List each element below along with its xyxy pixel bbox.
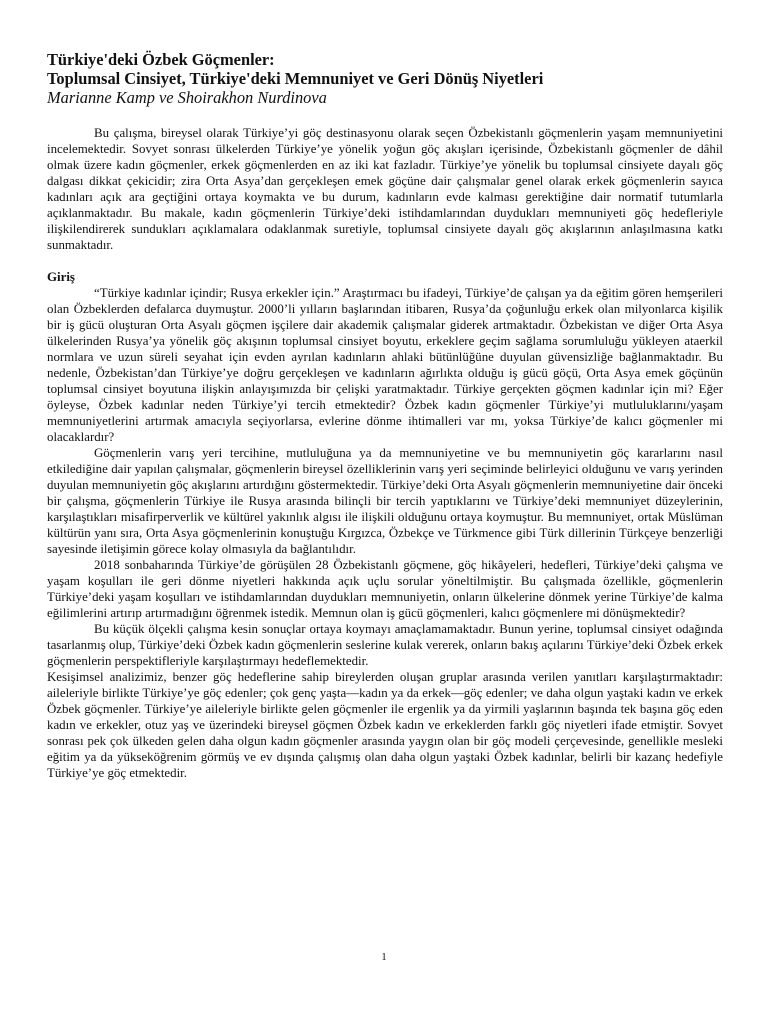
body-paragraph-1: “Türkiye kadınlar içindir; Rusya erkekler için.” Araştırmacı bu ifadeyi, Türkiye’de çalışan ya da eğitim gören hemşerileri olan Özbeklerden defalarca duymuştur. 2000’li yılların başlarından itibaren, Rusya’da çoğunluğu erkek olan milyonlarca kişilik bir iş gücü oluşturan Orta Asyalı göçmen işçilere dair akademik çalışmalar giderek artmaktadır. Özbekistan ve diğer Orta Asya ülkelerinden Rusya’ya yönelik göç akışının toplumsal cinsiyet boyutu, erkeklere geçim sağlama sorumluluğu yükleyen ataerkil normlara ve uzun süreli seyahat için evden ayrılan kadınların ahlaki bütünlüğüne duyulan güvensizliğe bağlanmaktadır. Bu nedenle, Özbekistan’dan Türkiye’ye doğru gerçekleşen ve kadınların ağırlıkta olduğu iş gücü göçü, Orta Asya emek göçünün toplumsal cinsiyet boyutuna ilişkin anlayışımızda bir çelişki yaratmaktadır. Türkiye gerçekten göçmen kadınlar için mi? Eğer öyleyse, Özbek kadınlar neden Türkiye’yi tercih etmektedir? Özbek kadın göçmenler Türkiye’yi mutluluklarını/yaşam memnuniyetlerini artırmak amacıyla seçiyorlarsa, evlerine dönme ihtimalleri var mı, yoksa Türkiye’de kalıcı göçmenler mi olacaklardır? (47, 286, 723, 444)
abstract-paragraph: Bu çalışma, bireysel olarak Türkiye’yi göç destinasyonu olarak seçen Özbekistanlı göçmenlerin yaşam memnuniyetini incelemektedir. Sovyet sonrası ülkelerden Türkiye’ye yönelik yoğun göç akışları içerisinde, Özbekistanlı göçmenler de dâhil olmak üzere kadın göçmenler, erkek göçmenlerden en az iki kat fazladır. Türkiye’ye yönelik bu toplumsal cinsiyete dayalı göç dalgası dikkat çekicidir; zira Orta Asya’dan gerçekleşen emek göçüne dair çalışmalar genel olarak erkek göçmenlerin sayıca kadınları açık ara geçtiğini ortaya koymakta ve bu durum, kadınların evde kalması gerektiğine dair normatif tutumlarla açıklanmaktadır. Bu makale, kadın göçmenlerin Türkiye’deki istihdamlarından duydukları memnuniyeti göç hedefleriyle ilişkilendirerek sundukları açıklamalara odaklanmak suretiyle, toplumsal cinsiyete dayalı göç akışlarının anlaşılmasına katkı sunmaktadır. (47, 126, 723, 252)
body-paragraph-3: 2018 sonbaharında Türkiye’de görüşülen 28 Özbekistanlı göçmene, göç hikâyeleri, hedefleri, Türkiye’deki çalışma ve yaşam koşulları ile geri dönme niyetleri hakkında açık uçlu sorular yöneltilmiştir. Bu çalışmada özellikle, göçmenlerin Türkiye’deki yaşam koşulları ve istihdamlarından duydukları memnuniyetin, onların ülkelerine dönmek yerine Türkiye’de kalma eğilimlerini artırıp artırmadığını öğrenmek istedik. Memnun olan iş gücü göçmenleri, kalıcı göçmenlere mi dönüşmektedir? (47, 558, 723, 620)
authors: Marianne Kamp ve Shoirakhon Nurdinova (47, 88, 327, 107)
title-line-1: Türkiye'deki Özbek Göçmenler: (47, 50, 275, 69)
body-paragraph-5: Kesişimsel analizimiz, benzer göç hedeflerine sahip bireylerden oluşan gruplar arasında verilen yanıtları karşılaştırmaktadır: aileleriyle birlikte Türkiye’ye göç edenler; çok genç yaşta—kadın ya da erkek—göç edenler; ve daha olgun yaştaki kadın ve erkek Özbek göçmenler. Türkiye’ye aileleriyle birlikte gelen göçmenler ile ergenlik ya da yirmili yaşlarının başında tek başına göç eden kadın ve erkekler, otuz yaş ve üzerindeki bireysel göçmen Özbek kadın ve erkeklerden farklı göç niyetleri ifade etmiştir. Sovyet sonrası pek çok ülkeden gelen daha olgun kadın göçmenler arasında yaygın olan bir göç modeli çerçevesinde, genellikle mesleki eğitim ya da yükseköğrenim görmüş ve ev dışında çalışmış olan daha olgun yaştaki Özbek kadınlar, belirli bir kazanç hedefiyle Türkiye’ye göç etmektedir. (47, 670, 723, 780)
body-paragraph-4: Bu küçük ölçekli çalışma kesin sonuçlar ortaya koymayı amaçlamamaktadır. Bunun yerine, toplumsal cinsiyet odağında tasarlanmış olup, Türkiye’deki Özbek kadın göçmenlerin seslerine kulak vererek, onların bakış açılarını Türkiye’deki Özbek erkek göçmenlerin perspektifleriyle karşılaştırmayı hedeflemektedir. (47, 622, 723, 668)
title-line-2: Toplumsal Cinsiyet, Türkiye'deki Memnuniyet ve Geri Dönüş Niyetleri (47, 69, 544, 88)
document-page (47, 50, 723, 781)
section-heading: Giriş (47, 270, 75, 284)
page-number: 1 (381, 951, 387, 963)
body-paragraph-2: Göçmenlerin varış yeri tercihine, mutluluğuna ya da memnuniyetine ve bu memnuniyetin göç kararlarını nasıl etkilediğine dair yapılan çalışmalar, göçmenlerin bireysel özelliklerinin varış yeri seçiminde belirleyici olduğunu ve varış yerinden duyulan memnuniyetin göç akışlarını artırdığını göstermektedir. Türkiye’deki Orta Asyalı göçmenlerin memnuniyetine dair önceki bir çalışma, göçmenlerin Türkiye ile Rusya arasında bilinçli bir tercih yaptıklarını ve Türkiye’deki memnuniyet düzeylerinin, karşılaştıkları misafirperverlik ve kültürel yakınlık algısı ile ilişkili olduğunu ortaya koymuştur. Bu memnuniyet, ortak Müslüman kültürün yanı sıra, Orta Asya göçmenlerinin konuştuğu Kırgızca, Özbekçe ve Türkmence gibi Türk dillerinin Türkçeye benzerliği sayesinde iletişimin görece kolay olmasıyla da bağlantılıdır. (47, 446, 723, 556)
